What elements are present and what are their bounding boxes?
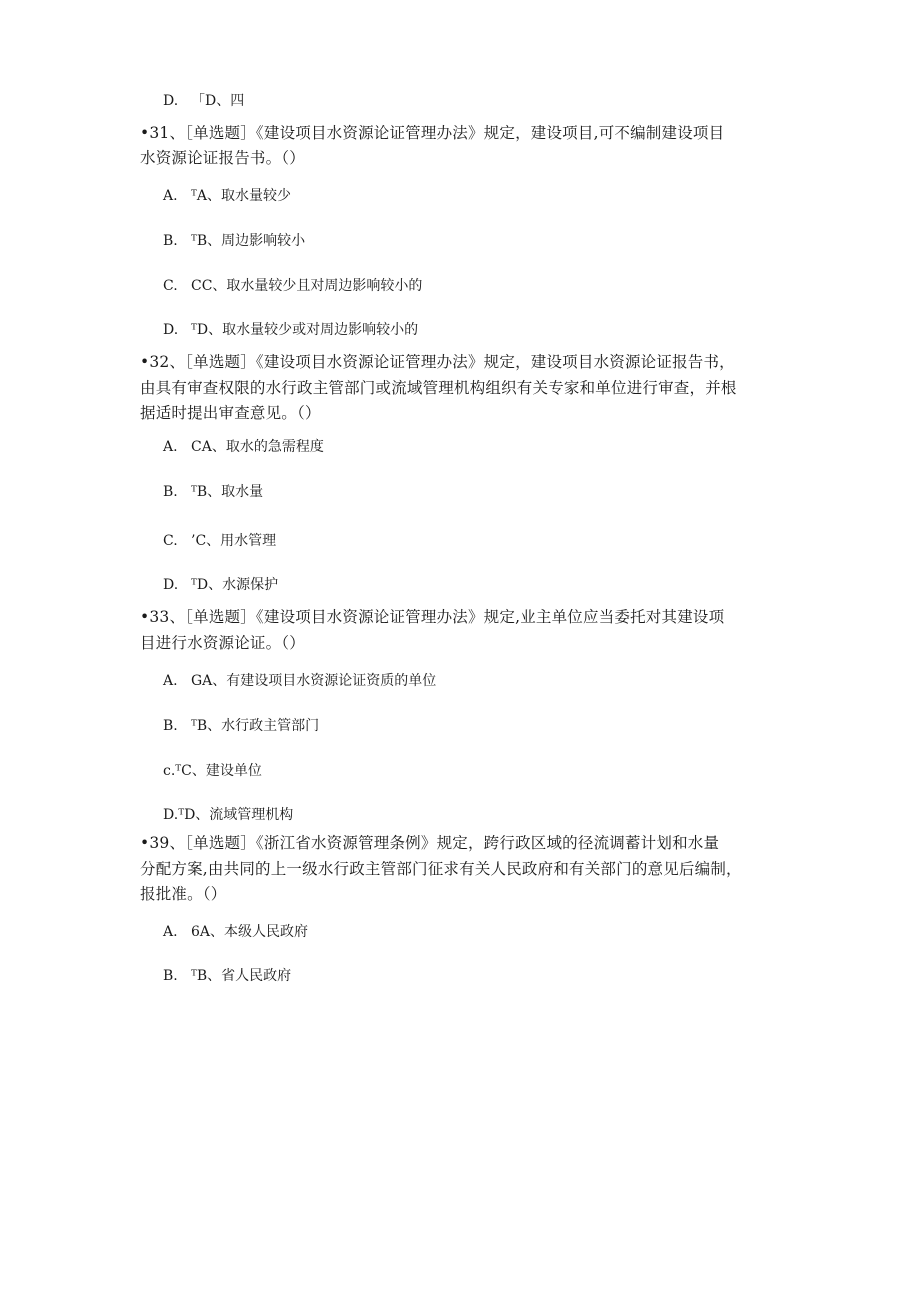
- option-text: ᵀB、周边影响较小: [191, 233, 306, 249]
- question-39-line-3: 报批准。（）: [140, 885, 227, 903]
- question-33-line-2: 目进行水资源论证。（）: [140, 634, 305, 652]
- option-33-d: [163, 805, 293, 825]
- question-31-line-2: 水资源论证报告书。（）: [140, 149, 305, 167]
- option-letter: A.: [163, 924, 178, 940]
- question-32-line-3: 据适时提出审查意见。（）: [140, 404, 321, 422]
- option-text: ᵀD、取水量较少或对周边影响较小的: [191, 322, 419, 338]
- option-letter: A.: [163, 673, 178, 689]
- option-text: 6A、本级人民政府: [191, 924, 309, 940]
- option-text: GA、有建设项目水资源论证资质的单位: [191, 673, 437, 689]
- option-33-b: [163, 716, 319, 736]
- option-letter: B.: [163, 718, 178, 734]
- option-text: ᵀB、省人民政府: [191, 968, 292, 984]
- question-39-line-2: 分配方案,由共同的上一级水行政主管部门征求有关人民政府和有关部门的意见后编制，: [140, 860, 742, 878]
- option-d-prev: [163, 91, 244, 111]
- option-text: ᵀD、流域管理机构: [178, 807, 294, 823]
- option-32-c: [163, 531, 276, 551]
- option-33-c: [163, 761, 262, 781]
- option-letter: C.: [163, 278, 178, 294]
- option-text: 「D、四: [191, 93, 245, 109]
- question-32-line-1: •32、［单选题］《建设项目水资源论证管理办法》规定，建设项目水资源论证报告书，: [140, 353, 735, 371]
- option-letter: B.: [163, 968, 178, 984]
- option-31-c: [163, 276, 422, 296]
- option-letter: A.: [163, 188, 178, 204]
- option-text: ᵀB、取水量: [191, 484, 264, 500]
- question-31-line-1: •31、［单选题］《建设项目水资源论证管理办法》规定，建设项目,可不编制建设项目: [140, 124, 725, 142]
- option-letter: c.: [163, 763, 176, 779]
- option-32-a: [163, 437, 324, 457]
- option-letter: B.: [163, 233, 178, 249]
- option-letter: D.: [163, 807, 179, 823]
- option-letter: C.: [163, 533, 178, 549]
- option-31-d: [163, 320, 418, 340]
- option-32-b: [163, 482, 263, 502]
- option-33-a: [163, 671, 436, 691]
- option-text: ᵀA、取水量较少: [191, 188, 291, 204]
- option-text: ᵀD、水源保护: [191, 577, 279, 593]
- option-39-a: [163, 922, 308, 942]
- option-39-b: [163, 966, 291, 986]
- option-letter: B.: [163, 484, 178, 500]
- option-31-a: [163, 186, 291, 206]
- option-text: CC、取水量较少且对周边影响较小的: [191, 278, 423, 294]
- question-39-line-1: •39、［单选题］《浙江省水资源管理条例》规定，跨行政区域的径流调蓄计划和水量: [140, 834, 720, 852]
- question-33-line-1: •33、［单选题］《建设项目水资源论证管理办法》规定,业主单位应当委托对其建设项: [140, 608, 725, 626]
- option-32-d: [163, 575, 278, 595]
- option-31-b: [163, 231, 305, 251]
- option-letter: D.: [163, 93, 179, 109]
- question-32-line-2: 由具有审查权限的水行政主管部门或流域管理机构组织有关专家和单位进行审查，并根: [140, 379, 737, 397]
- option-text: ᵀB、水行政主管部门: [191, 718, 320, 734]
- option-text: CA、取水的急需程度: [191, 439, 324, 455]
- option-text: ’C、用水管理: [191, 533, 277, 549]
- option-letter: A.: [163, 439, 178, 455]
- option-text: ᵀC、建设单位: [175, 763, 262, 779]
- option-letter: D.: [163, 322, 179, 338]
- option-letter: D.: [163, 577, 179, 593]
